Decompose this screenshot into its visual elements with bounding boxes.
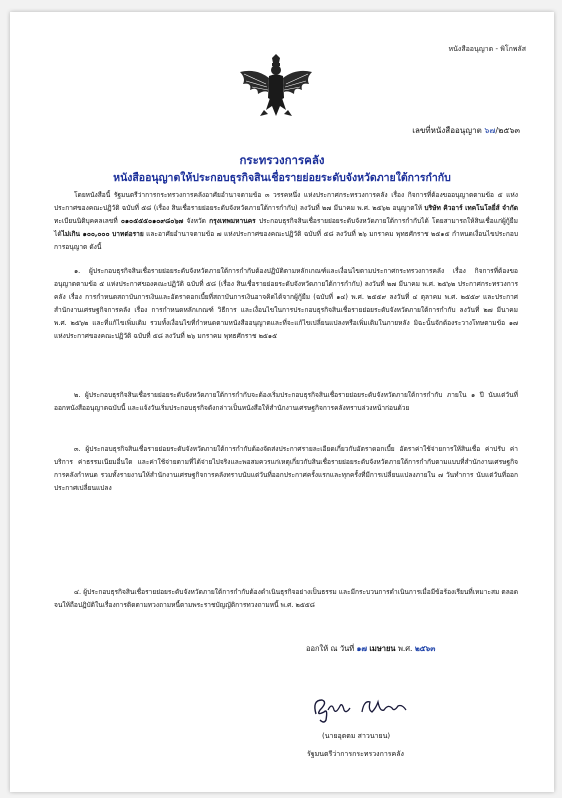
license-year: /๒๕๖๓ xyxy=(495,126,520,135)
clause-2-text: ๒. ผู้ประกอบธุรกิจสินเชื่อรายย่อยระดับจังหวัดภายใต้การกำกับจะต้องเริ่มประกอบธุรกิจสินเชื่อรายย่อยระดับจังหวัดภายใต้การกำกับ ภายใน ๑ ปี นับแต่วันที่ออกหนังสืออนุญาตฉบับนี้ และแจ้งวันเริ่มประกอบธุรกิจดังกล่าวเป็นหนังสือให้สำนักงานเศรษฐกิจการคลังทราบล่วงหน้าก่อนด้วย xyxy=(54,391,518,413)
handwritten-signature xyxy=(310,694,416,724)
clause-4 xyxy=(54,586,518,612)
document-type-label: หนังสืออนุญาต - พิโกพลัส xyxy=(448,45,526,53)
clause-1-text: ๑. ผู้ประกอบธุรกิจสินเชื่อรายย่อยระดับจังหวัดภายใต้การกำกับต้องปฏิบัติตามหลักเกณฑ์และเงื่อนไขตามประกาศกระทรวงการคลัง เรื่อง กิจการที่ต้องขออนุญาตตามข้อ ๕ แห่งประกาศของคณะปฏิวัติ ฉบับที่ ๕๘ (เรื่อง สินเชื่อรายย่อยระดับจังหวัดภายใต้การกำกับ) ลงวันที่ ๒๗ มีนาคม พ.ศ. ๒๕๖๒ ประกาศกระทรวงการคลัง เรื่อง การกำหนดสถาบันการเงินและอัตราดอกเบี้ยที่สถาบันการเงินอาจคิดได้จากผู้กู้ยืม (ฉบับที่ ๑๔) พ.ศ. ๒๕๕๙ ลงวันที่ ๔ ตุลาคม พ.ศ. ๒๕๕๙ และประกาศสำนักงานเศรษฐกิจการคลัง เรื่อง การกำหนดหลักเกณฑ์ วิธีการ และเงื่อนไขในการประกอบธุรกิจสินเชื่อรายย่อยระดับจังหวัดภายใต้การกำกับ ลงวันที่ ๒๗ มีนาคม พ.ศ. ๒๕๖๒ และที่แก้ไขเพิ่มเติม รวมทั้งเงื่อนไขที่กำหนดตามหนังสืออนุญาตและที่จะแก้ไขเปลี่ยนแปลงหรือเพิ่มเติมในภายหลัง มิฉะนั้นจักต้องระวางโทษตามข้อ ๑๗ แห่งประกาศของคณะปฏิวัติ ฉบับที่ ๕๘ ลงวันที่ ๒๖ มกราคม พุทธศักราช ๒๕๑๕ xyxy=(54,267,518,341)
intro-paragraph xyxy=(54,189,518,254)
clause-3-text: ๓. ผู้ประกอบธุรกิจสินเชื่อรายย่อยระดับจังหวัดภายใต้การกำกับต้องจัดส่งประกาศรายละเอียดเกี่ยวกับอัตราดอกเบี้ย อัตราค่าใช้จ่ายการให้สินเชื่อ ค่าปรับ ค่าบริการ ค่าธรรมเนียมอื่นใด และค่าใช้จ่ายตามที่ได้จ่ายไปจริงและพอสมควรแก่เหตุเกี่ยวกับสินเชื่อรายย่อยระดับจังหวัดภายใต้การกำกับตามแบบที่สำนักงานเศรษฐกิจการคลังกำหนด รวมทั้งรายงานให้สำนักงานเศรษฐกิจการคลังทราบนับแต่วันที่ออกประกาศครั้งแรกและทุกครั้งที่มีการเปลี่ยนแปลงภายใน ๗ วันทำการ นับแต่วันที่ออกประกาศเปลี่ยนแปลง xyxy=(54,445,518,493)
intro-text-c: จังหวัด xyxy=(183,217,210,226)
signer-position: รัฐมนตรีว่าการกระทรวงการคลัง xyxy=(307,750,404,758)
clause-3 xyxy=(54,443,518,495)
garuda-emblem-icon xyxy=(238,54,314,120)
issue-date-line xyxy=(306,643,435,655)
registration-number: ๐๑๐๕๕๕๐๑๐๙๘๐๖๗ xyxy=(120,217,184,226)
document-title: หนังสืออนุญาตให้ประกอบธุรกิจสินเชื่อรายย่อยระดับจังหวัดภายใต้การกำกับ xyxy=(113,172,451,184)
ministry-heading: กระทรวงการคลัง xyxy=(239,153,325,167)
intro-text-d: ประกอบธุรกิจสินเชื่อรายย่อยระดับจังหวัดภายใต้การกำกับได้ โดยสามารถให้สินเชื่อแก่ผู้กู้ยืมได้ xyxy=(54,217,519,239)
province-name: กรุงเทพมหานคร xyxy=(209,217,256,226)
credit-limit: ไม่เกิน ๑๐๐,๐๐๐ บาทต่อราย xyxy=(61,230,144,239)
issue-date-prefix: ออกให้ ณ วันที่ xyxy=(306,644,355,653)
intro-text-b: ทะเบียนนิติบุคคลเลขที่ xyxy=(54,217,121,226)
issue-year: ๒๕๖๓ xyxy=(414,644,436,653)
license-number: ๖๗ xyxy=(484,126,496,135)
intro-text-a: โดยหนังสือนี้ รัฐมนตรีว่าการกระทรวงการคลังอาศัยอำนาจตามข้อ ๓ วรรคหนึ่ง แห่งประกาศกระทรวงการคลัง เรื่อง กิจการที่ต้องขออนุญาตตามข้อ ๕ แห่งประกาศของคณะปฏิวัติ ฉบับที่ ๕๘ (เรื่อง สินเชื่อรายย่อยระดับจังหวัดภายใต้การกำกับ) ลงวันที่ ๒๗ มีนาคม พ.ศ. ๒๕๖๒ อนุญาตให้ xyxy=(54,191,518,213)
issue-day: ๑๗ xyxy=(356,644,367,653)
intro-text-e: และอาศัยอำนาจตามข้อ ๗ แห่งประกาศของคณะปฏิวัติ ฉบับที่ ๕๘ ลงวันที่ ๒๖ มกราคม พุทธศักราช ๒๕๑๕ กำหนดเงื่อนไขประกอบการอนุญาต ดังนี้ xyxy=(54,230,518,252)
clause-2 xyxy=(54,389,518,415)
issue-year-label: พ.ศ. xyxy=(397,644,413,653)
license-number-line xyxy=(412,124,520,137)
signer-name: (นายอุตตม สาวนายน) xyxy=(322,732,391,740)
license-number-label: เลขที่หนังสืออนุญาต xyxy=(412,126,482,135)
issue-month: เมษายน xyxy=(369,644,396,653)
company-name: บริษัท คิวอาร์ เทคโนโลยี่ส์ จำกัด xyxy=(424,204,518,213)
license-document xyxy=(10,12,554,792)
clause-1 xyxy=(54,265,518,344)
clause-4-text: ๔. ผู้ประกอบธุรกิจสินเชื่อรายย่อยระดับจังหวัดภายใต้การกำกับต้องดำเนินธุรกิจอย่างเป็นธรรม และมีกระบวนการดำเนินการเมื่อมีข้อร้องเรียนที่เหมาะสม ตลอดจนให้ถือปฏิบัติในเรื่องการติดตามทวงถามหนี้ตามพระราชบัญญัติการทวงถามหนี้ พ.ศ. ๒๕๕๘ xyxy=(54,588,518,610)
